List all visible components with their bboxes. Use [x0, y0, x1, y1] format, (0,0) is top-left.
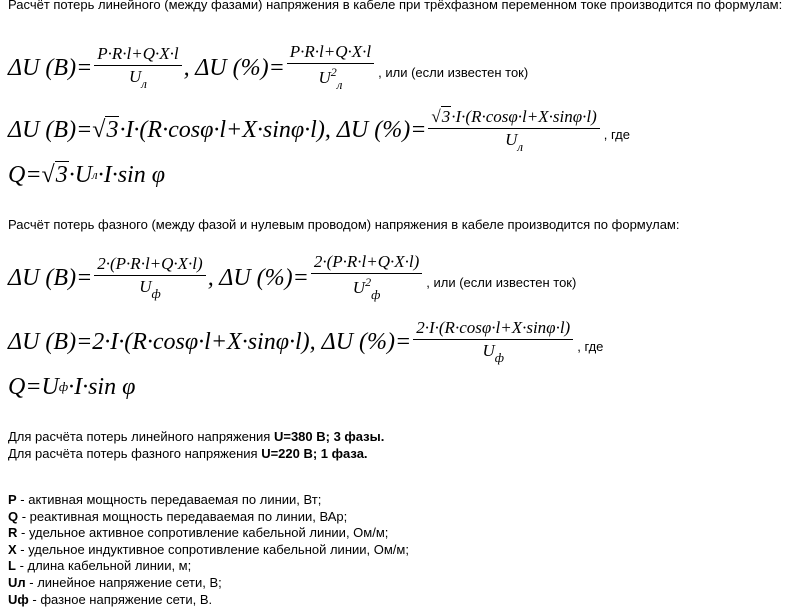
phase-f4-den-sub: ф: [494, 349, 504, 365]
phase-formula-row-1: [8, 248, 576, 308]
sqrt-icon: √: [431, 106, 441, 126]
note-linear: [8, 428, 384, 445]
linear-f4-den-base: U: [505, 129, 518, 149]
legend-item-p: [8, 492, 409, 509]
legend-symbol: Uф: [8, 591, 29, 607]
phase-f2-numerator: 2·(P·R·l+Q·X·l): [311, 252, 422, 274]
note-linear-prefix: Для расчёта потерь линейного напряжения: [8, 429, 274, 444]
note-linear-value: U=380 В; 3 фазы.: [273, 429, 385, 444]
phase-f2-den-base: U: [352, 278, 366, 298]
linear-f2-fraction: [287, 42, 374, 93]
linear-q-sub: л: [92, 167, 98, 182]
legend-item-ul: [8, 575, 409, 592]
phase-q-lhs: Q=U: [8, 373, 59, 400]
linear-f3-lhs: ΔU (B)=: [8, 116, 93, 143]
phase-f3-lhs: ΔU (B)=2·I·(R·cosφ·l+X·sinφ·l), ΔU (%)=: [8, 328, 412, 355]
legend-item-l: [8, 558, 409, 575]
linear-f2-den-base: U: [318, 68, 331, 88]
phase-f4-den-base: U: [482, 341, 495, 361]
legend-text: - активная мощность передаваемая по линии, Вт;: [16, 492, 322, 507]
phase-tail-1: , или (если известен ток): [426, 275, 577, 290]
legend-item-x: [8, 542, 409, 559]
linear-f1-den-sub: л: [141, 75, 147, 91]
legend-item-q: [8, 509, 409, 526]
phase-f1-lhs: ΔU (B)=: [8, 264, 93, 291]
phase-f2-den-sup: 2: [365, 275, 372, 290]
linear-q-lhs: Q=: [8, 161, 42, 188]
linear-f3-radicand: 3: [106, 117, 119, 143]
legend-text: - длина кабельной линии, м;: [15, 558, 192, 574]
phase-q-formula: [8, 362, 135, 412]
sqrt-icon: √: [92, 116, 106, 143]
linear-f2-lhs: , ΔU (%)=: [183, 54, 285, 81]
note-phase-prefix: Для расчёта потерь фазного напряжения: [8, 446, 262, 461]
legend-text: - удельное активное сопротивление кабельной линии, Ом/м;: [17, 525, 389, 541]
phase-tail-2: , где: [577, 339, 604, 354]
phase-f2-lhs: , ΔU (%)=: [207, 264, 309, 291]
legend-symbol: X: [8, 541, 17, 557]
phase-f1-numerator: 2·(P·R·l+Q·X·l): [94, 254, 205, 276]
legend-text: - фазное напряжение сети, В.: [28, 591, 213, 607]
phase-f4-numerator: 2·I·(R·cosφ·l+X·sinφ·l): [413, 318, 573, 340]
linear-f2-den-sup: 2: [330, 65, 337, 80]
legend-text: - линейное напряжение сети, В;: [25, 574, 222, 590]
linear-f1-fraction: [94, 44, 181, 92]
linear-f2-numerator: P·R·l+Q·X·l: [287, 42, 374, 64]
legend-text: - реактивная мощность передаваемая по линии, ВАр;: [18, 508, 348, 524]
linear-tail-2: , где: [603, 127, 630, 142]
legend-symbol: Q: [8, 508, 19, 524]
linear-f1-den-base: U: [128, 67, 142, 87]
linear-f2-denominator: [318, 64, 342, 93]
phase-q-end: ·I·sin φ: [68, 373, 136, 400]
linear-f1-lhs: ΔU (B)=: [8, 54, 93, 81]
phase-f1-den-base: U: [139, 277, 152, 297]
note-phase-value: U=220 В; 1 фаза.: [261, 446, 368, 461]
linear-f4-den-sub: л: [517, 138, 524, 154]
phase-f1-fraction: [94, 254, 205, 302]
phase-f4-denominator: [482, 340, 504, 366]
sqrt-icon: √: [41, 161, 55, 188]
linear-f4-fraction: [428, 106, 599, 155]
linear-f1-numerator: P·R·l+Q·X·l: [94, 44, 181, 66]
linear-f3-rest: ·I·(R·cosφ·l+X·sinφ·l), ΔU (%)=: [119, 116, 427, 143]
phase-f1-den-sub: ф: [151, 285, 161, 301]
phase-f4-fraction: [413, 318, 573, 366]
phase-intro-text: Расчёт потерь фазного (между фазой и нулевым проводом) напряжения в кабеле производится по формулам:: [8, 217, 680, 232]
phase-f1-denominator: [139, 276, 161, 302]
variable-legend: [8, 492, 409, 608]
linear-f4-radicand: 3: [441, 106, 451, 126]
phase-f2-fraction: [311, 252, 422, 303]
linear-q-formula: [8, 150, 165, 200]
linear-f4-num-rest: ·I·(R·cosφ·l+X·sinφ·l): [451, 106, 597, 126]
linear-f4-numerator: [428, 106, 599, 129]
note-phase: [8, 445, 368, 462]
linear-q-rest: ·U: [68, 161, 93, 188]
linear-f2-den-sub: л: [336, 77, 343, 93]
linear-tail-1: , или (если известен ток): [378, 65, 529, 80]
legend-item-r: [8, 525, 409, 542]
linear-formula-row-1: [8, 38, 528, 98]
phase-f2-denominator: [353, 274, 381, 303]
legend-symbol: L: [8, 558, 16, 574]
linear-f4-denominator: [505, 129, 523, 155]
legend-item-uf: [8, 592, 409, 609]
legend-symbol: R: [8, 525, 18, 541]
linear-f1-denominator: [129, 66, 147, 92]
phase-f2-den-sub: ф: [371, 287, 381, 303]
legend-text: - удельное индуктивное сопротивление кабельной линии, Ом/м;: [16, 541, 409, 557]
linear-intro-text: Расчёт потерь линейного (между фазами) напряжения в кабеле при трёхфазном переменном токе производится по формулам:: [8, 0, 783, 12]
linear-q-radicand: 3: [55, 162, 68, 188]
phase-q-sub: ф: [58, 379, 69, 394]
linear-q-end: ·I·sin φ: [97, 161, 165, 188]
legend-symbol: P: [8, 492, 17, 507]
legend-symbol: Uл: [8, 574, 26, 590]
